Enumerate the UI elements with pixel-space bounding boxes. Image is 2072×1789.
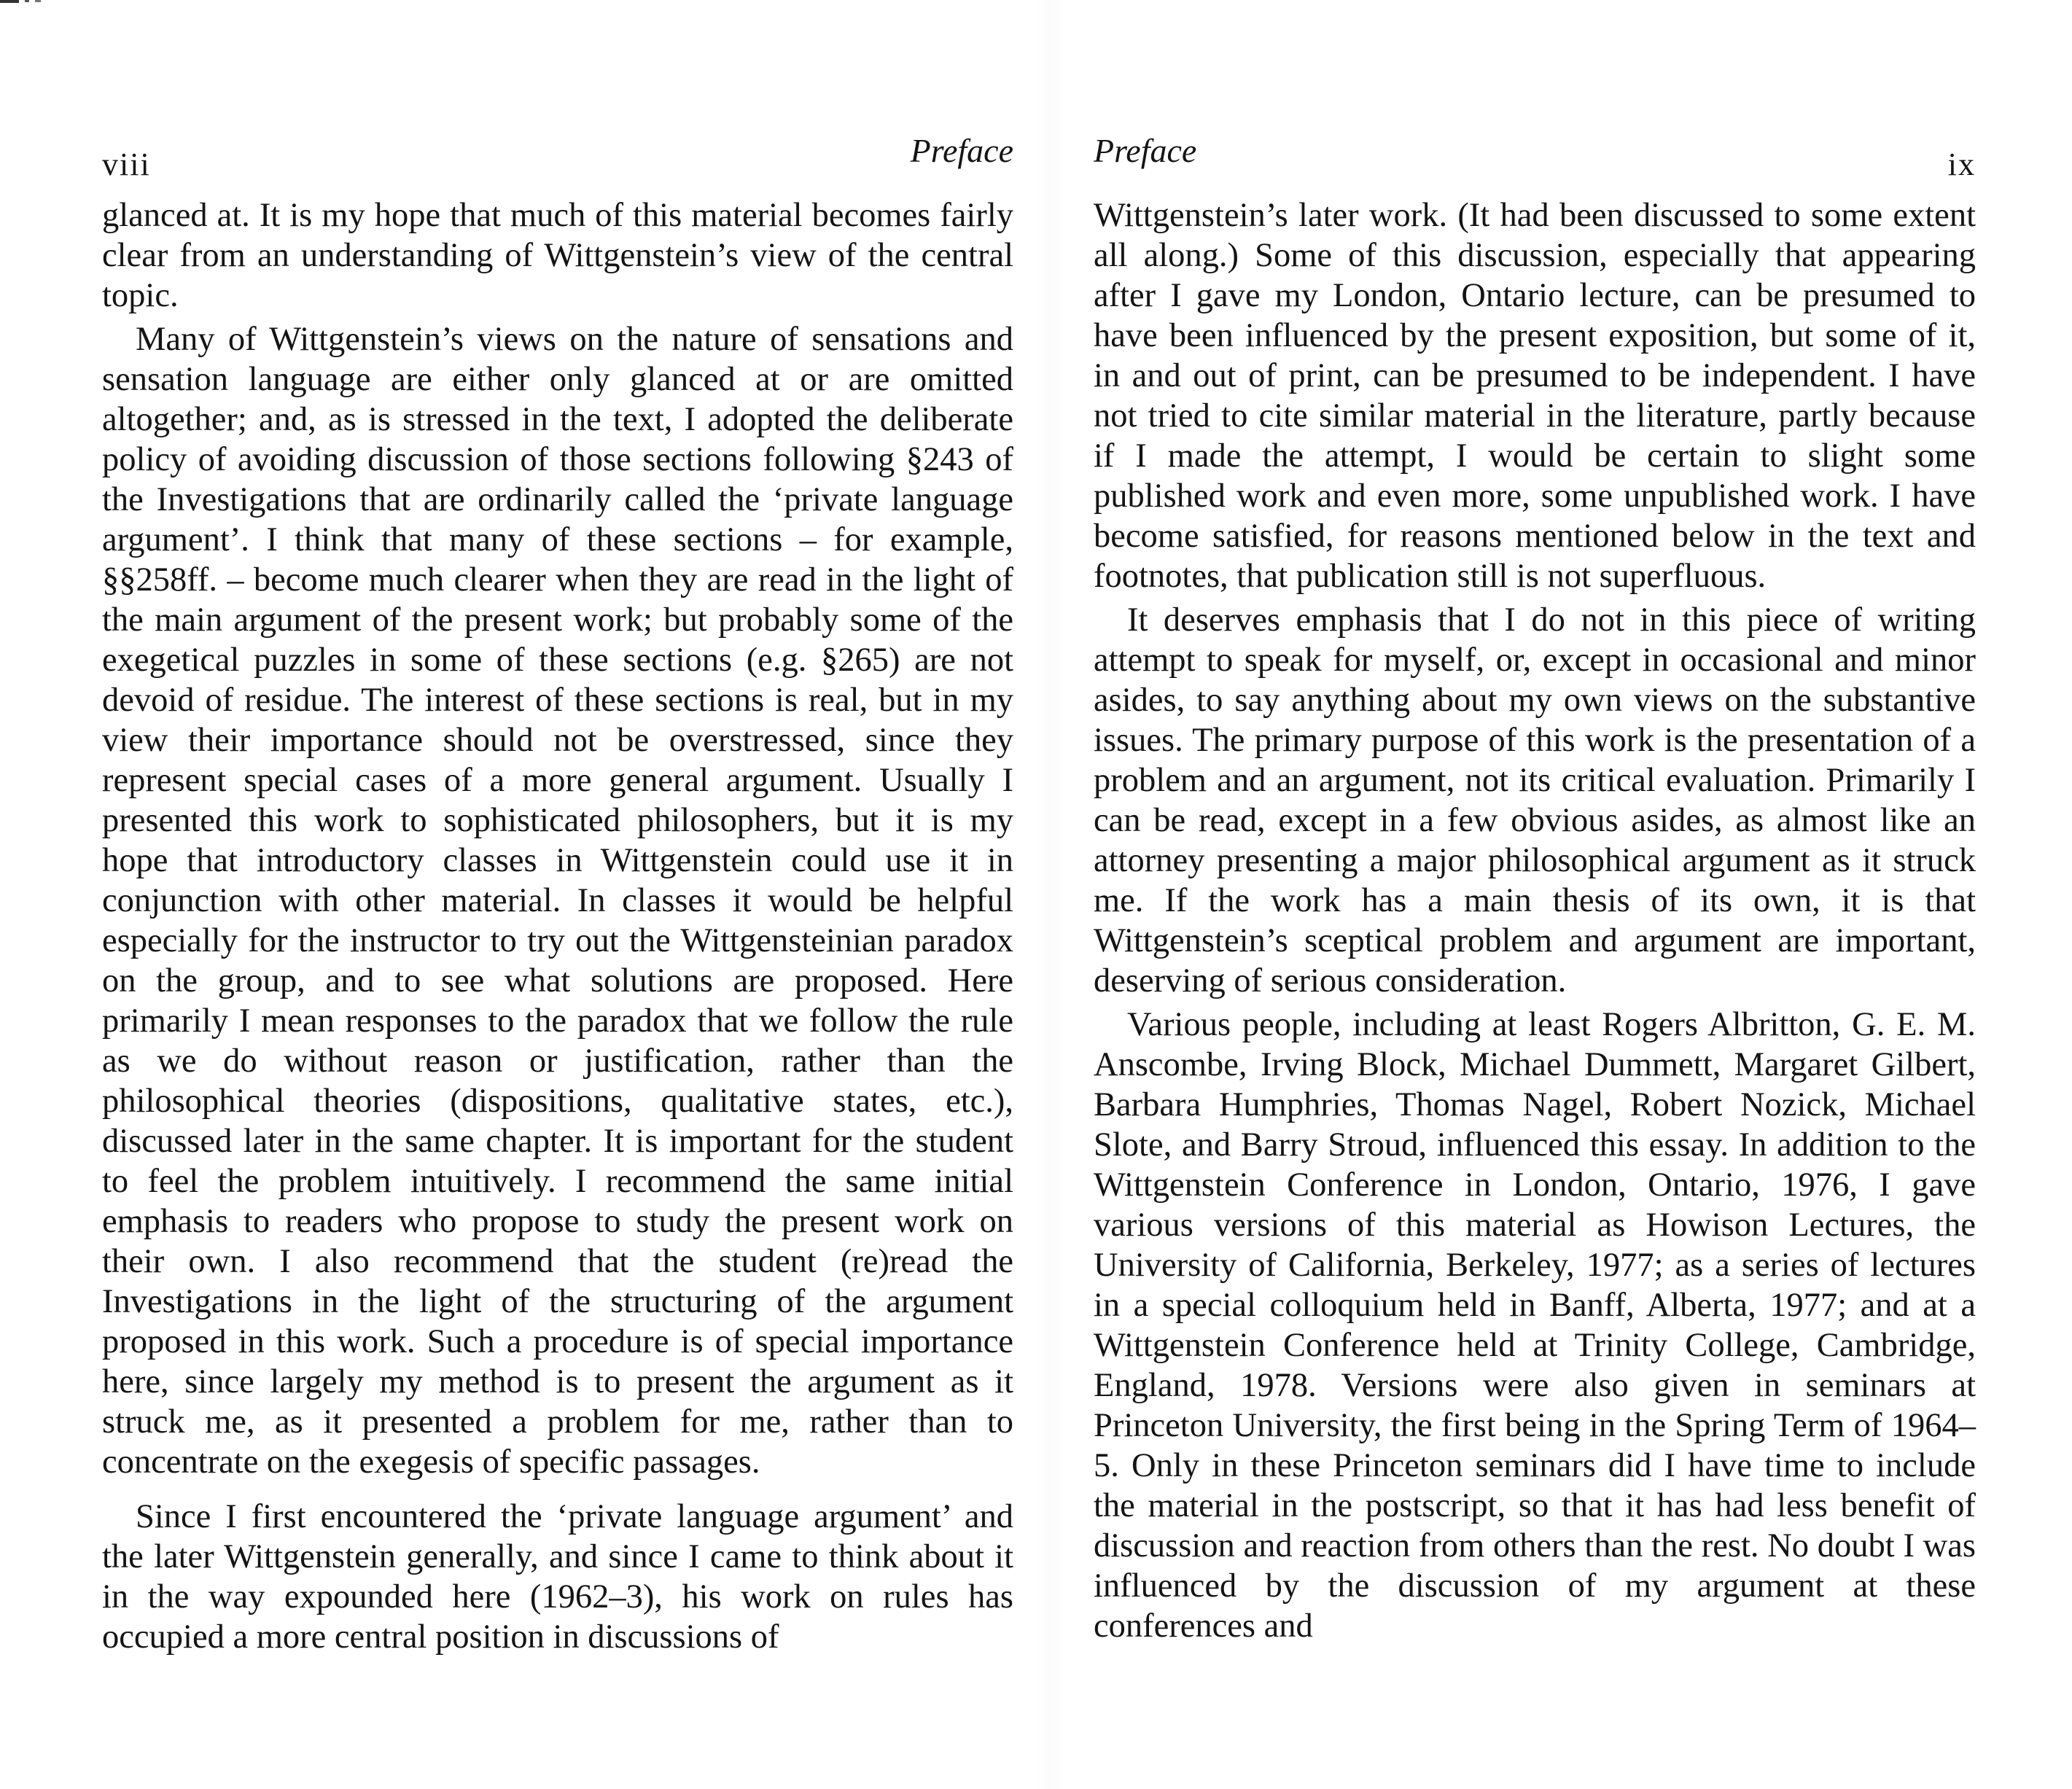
left-running-head — [102, 131, 1013, 182]
right-running-head — [1094, 131, 1976, 182]
page-number: viii — [102, 147, 151, 182]
paragraph: glanced at. It is my hope that much of this material becomes fairly clear from an understanding of Wittgenstein’s view of the central topic. — [102, 197, 1013, 314]
page-number: ix — [1947, 147, 1976, 182]
gutter — [1035, 0, 1064, 1789]
scan-corner-mark — [0, 0, 58, 7]
left-page — [102, 0, 1013, 1789]
paragraph: Since I first encountered the ‘private language argument’ and the later Wittgenstein generally, and since I came to think about it in the way expounded here (1962–3), his work on rules has occupied a more central position in discussions of — [102, 1498, 1013, 1656]
left-text-block — [102, 195, 1013, 1657]
right-text-block — [1094, 195, 1976, 1646]
right-page — [1094, 0, 1976, 1789]
paragraph: Many of Wittgenstein’s views on the nature of sensations and sensation language are either only glanced at or are omitted altogether; and, as is stressed in the text, I adopted the deliberate policy of avoiding discussion of those sections following §243 of the Investigations that are ordinarily called the ‘private language argument’. I think that many of these sections – for example, §§258ff. – become much clearer when they are read in the light of the main argument of the present work; but probably some of the exegetical puzzles in some of these sections (e.g. §265) are not devoid of residue. The interest of these sections is real, but in my view their importance should not be overstressed, since they represent special cases of a more general argument. Usually I presented this work to sophisticated philosophers, but it is my hope that introductory classes in Wittgenstein could use it in conjunction with other material. In classes it would be helpful especially for the instructor to try out the Wittgensteinian paradox on the group, and to see what solutions are proposed. Here primarily I mean responses to the paradox that we follow the rule as we do without reason or justification, rather than the philosophical theories (dispositions, qualitative states, etc.), discussed later in the same chapter. It is important for the student to feel the problem intuitively. I recommend the same initial emphasis to readers who propose to study the present work on their own. I also recommend that the student (re)read the Investigations in the light of the structuring of the argument proposed in this work. Such a procedure is of special importance here, since largely my method is to present the argument as it struck me, as it presented a problem for me, rather than to concentrate on the exegesis of specific passages. — [102, 321, 1013, 1481]
paragraph: Various people, including at least Rogers Albritton, G. E. M. Anscombe, Irving Block, Michael Dummett, Margaret Gilbert, Barbara Humphries, Thomas Nagel, Robert Nozick, Michael Slote, and Barry Stroud, influenced this essay. In addition to the Wittgenstein Conference in London, Ontario, 1976, I gave various versions of this material as Howison Lectures, the University of California, Berkeley, 1977; as a series of lectures in a special colloquium held in Banff, Alberta, 1977; and at a Wittgenstein Conference held at Trinity College, Cambridge, England, 1978. Versions were also given in seminars at Princeton University, the first being in the Spring Term of 1964–5. Only in these Princeton seminars did I have time to include the material in the postscript, so that it has had less benefit of discussion and reaction from others than the rest. No doubt I was influenced by the discussion of my argument at these conferences and — [1094, 1006, 1976, 1645]
running-title: Preface — [910, 132, 1013, 169]
paragraph: Wittgenstein’s later work. (It had been discussed to some extent all along.) Some of this discussion, especially that appearing after I gave my London, Ontario lecture, can be presumed to have been influenced by the present exposition, but some of it, in and out of print, can be presumed to be independent. I have not tried to cite similar material in the literature, partly because if I made the attempt, I would be certain to slight some published work and even more, some unpublished work. I have become satisfied, for reasons mentioned below in the text and footnotes, that publication still is not superfluous. — [1094, 197, 1976, 595]
running-title: Preface — [1094, 132, 1197, 169]
paragraph: It deserves emphasis that I do not in this piece of writing attempt to speak for myself, or, except in occasional and minor asides, to say anything about my own views on the substantive issues. The primary purpose of this work is the presentation of a problem and an argument, not its critical evaluation. Primarily I can be read, except in a few obvious asides, as almost like an attorney presenting a major philosophical argument as it struck me. If the work has a main thesis of its own, it is that Wittgenstein’s sceptical problem and argument are important, deserving of serious consideration. — [1094, 601, 1976, 999]
